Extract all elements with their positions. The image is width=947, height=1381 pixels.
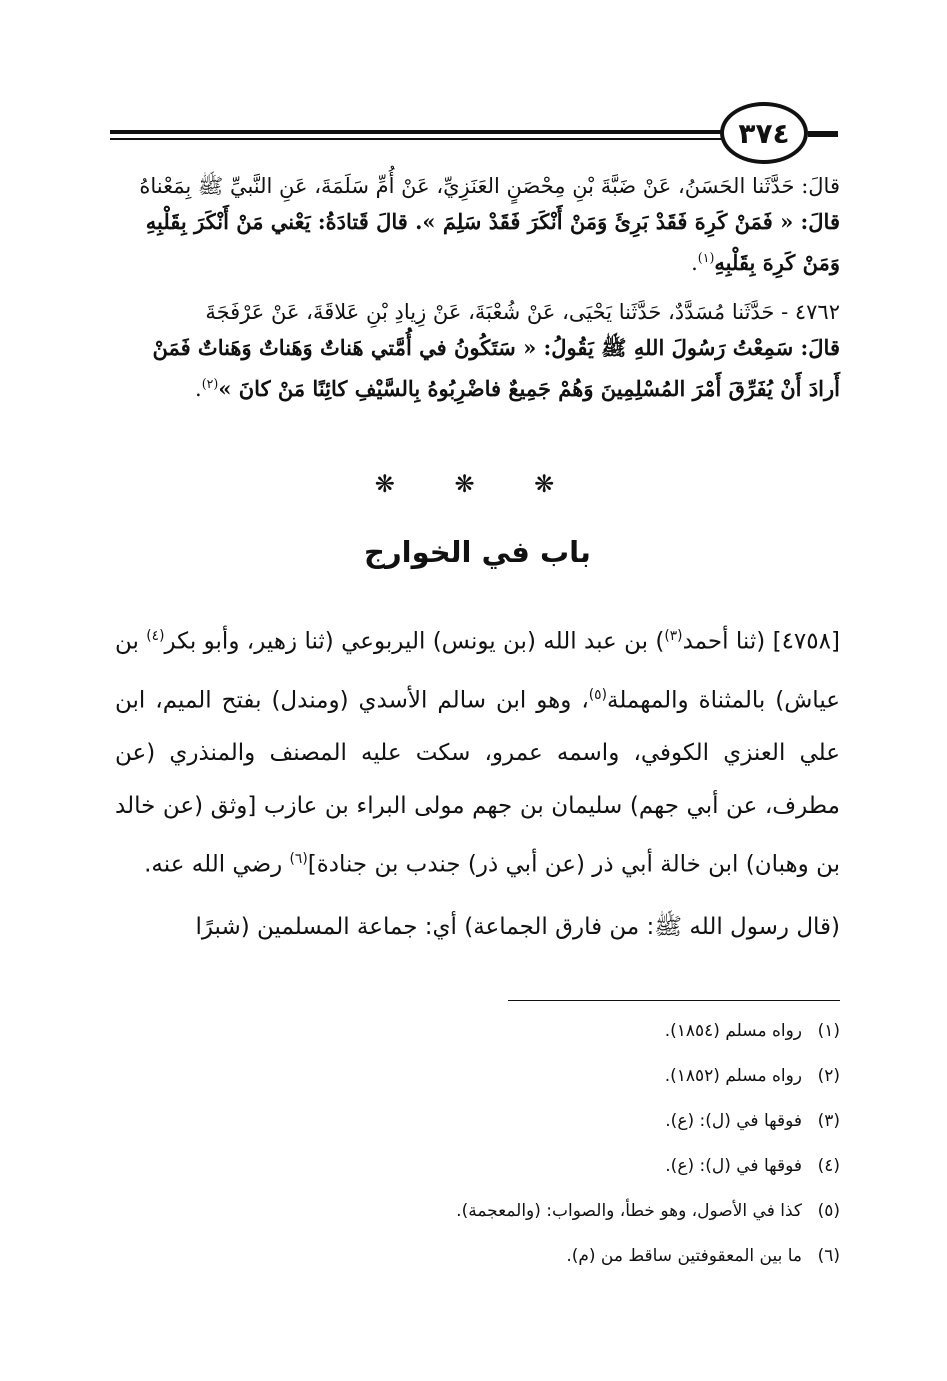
footnote-number: (١) [817,1021,840,1041]
commentary-block [115,610,840,954]
commentary-text: ) بن عبد الله (بن يونس) اليربوعي (ثنا زهير، وأبو بكر [164,628,665,655]
commentary-paragraph: (قال رسول الله ﷺ: من فارق الجماعة) أي: جماعة المسلمين (شبرًا [195,913,840,940]
footnote-number: (٦) [817,1246,840,1266]
hadith-line [115,240,840,281]
footnote-text: رواه مسلم (١٨٥٢). [664,1066,802,1086]
footnote-number: (٣) [817,1111,840,1131]
footnote-text: ما بين المعقوفتين ساقط من (م). [566,1246,802,1266]
commentary-text: [٤٧٥٨] (ثنا أحمد [682,628,840,655]
hadith-line-end: . [691,251,698,275]
section-separator: ❋ ❋ ❋ [374,470,581,498]
hadith-text-block [115,168,840,407]
footnote [120,1061,840,1106]
footnote [120,1196,840,1241]
footnote [120,1151,840,1196]
header-rule-tail [808,131,838,137]
footnote-ref: (٥) [588,686,607,703]
footnote-rule [508,1000,840,1001]
hadith-line: قالَ: سَمِعْتُ رَسُولَ اللهِ ﷺ يَقُولُ: « سَتَكُونُ في أُمَّتي هَناتٌ وَهَناتٌ وَهَناتٌ فَمَنْ [152,335,840,360]
footnote-ref: (٤) [146,628,165,644]
footnote-ref: (٢) [201,376,219,391]
footnote-number: (٥) [817,1201,840,1221]
hadith-line: ٤٧٦٢ - حَدَّثَنا مُسَدَّدٌ، حَدَّثَنا يَحْيَى، عَنْ شُعْبَةَ، عَنْ زِيادِ بْنِ عَلاقَةَ، عَنْ عَرْفَجَةَ [205,300,840,324]
hadith-line-text: وَمَنْ كَرِهَ بِقَلْبِهِ [714,250,840,275]
hadith-line [115,366,840,407]
footnote [120,1106,840,1151]
commentary-paragraph [115,610,840,892]
commentary-text: بن عياش) بالمثناة والمهملة [115,628,840,714]
footnote-text: فوقها في (ل): (ع). [665,1156,802,1176]
footnote [120,1016,840,1061]
hadith-line-end: . [195,377,202,401]
hadith-line-text: أَرادَ أَنْ يُفَرِّقَ أَمْرَ المُسْلِمِينَ وَهُمْ جَمِيعٌ فاضْرِبُوهُ بِالسَّيْفِ كائِنًا مَنْ كانَ » [218,376,840,401]
footnotes [120,1016,840,1286]
footnote [120,1241,840,1286]
footnote-ref: (١) [697,250,715,265]
commentary-text: ، وهو ابن سالم الأسدي (ومندل) بفتح الميم، ابن علي العنزي الكوفي، واسمه عمرو، سكت عليه المصنف والمنذري (عن مطرف، عن أبي جهم) سليمان بن جهم مولى البراء بن عازب [وثق (عن خالد بن وهبان) ابن خالة أبي ذر (عن أبي ذر) جندب بن جنادة] [115,687,840,878]
page-number: ٣٧٤ [720,102,808,164]
header-rule-thin [110,138,725,140]
hadith-line: قالَ: حَدَّثَنا الحَسَنُ، عَنْ ضَبَّةَ بْنِ مِحْصَنٍ العَنَزِيِّ، عَنْ أُمِّ سَلَمَةَ، عَنِ النَّبيِّ ﷺ بِمَعْناهُ [139,174,840,198]
footnote-ref: (٦) [289,851,308,868]
commentary-text: رضي الله عنه. [144,851,290,878]
hadith-line: قالَ: « فَمَنْ كَرِهَ فَقَدْ بَرِئَ وَمَنْ أَنْكَرَ فَقَدْ سَلِمَ ». قالَ قَتادَةُ: يَعْني مَنْ أَنْكَرَ بِقَلْبِهِ [145,209,840,234]
footnote-text: فوقها في (ل): (ع). [665,1111,802,1131]
footnote-text: رواه مسلم (١٨٥٤). [664,1021,802,1041]
footnote-number: (٢) [817,1066,840,1086]
footnote-ref: (٣) [664,628,683,644]
footnote-number: (٤) [817,1156,840,1176]
chapter-title: باب في الخوارج [364,535,591,569]
header-rule [110,130,725,134]
footnote-text: كذا في الأصول، وهو خطأ، والصواب: (والمعجمة). [456,1201,802,1221]
